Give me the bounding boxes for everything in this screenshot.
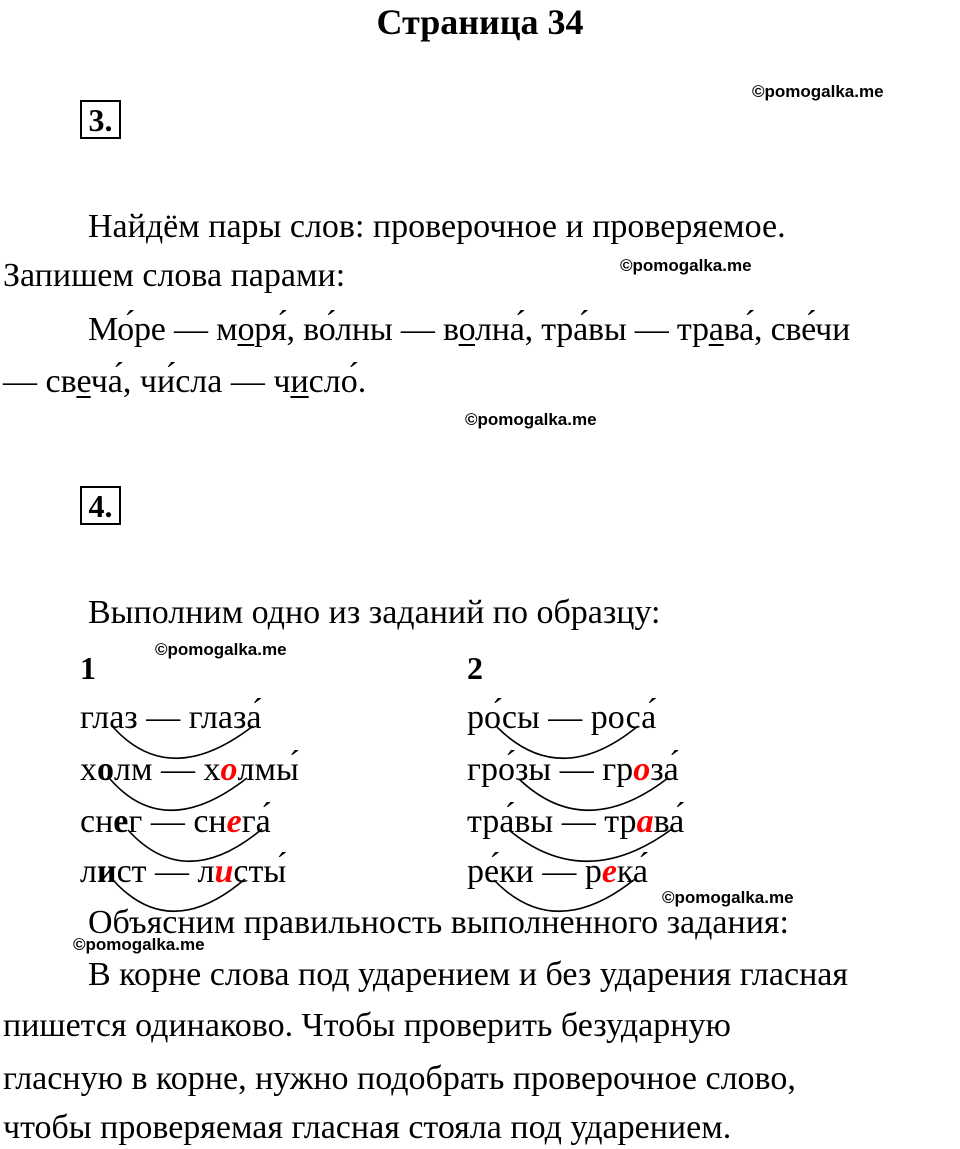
pair-row: снег — снега́: [80, 803, 271, 840]
explain-line: пишется одинаково. Чтобы проверить безударную: [3, 1007, 731, 1044]
task-number-3: 3.: [80, 100, 121, 139]
word: чи́сла: [139, 363, 223, 400]
watermark: ©pomogalka.me: [465, 410, 597, 429]
pair-row: глаз — глаза́: [80, 699, 262, 736]
word: свеча́: [45, 363, 123, 400]
task3-pairs-line2: — свеча́, чи́сла — число́.: [3, 363, 367, 400]
task-number-4: 4.: [80, 486, 121, 525]
pair-row: гро́зы — гроза́: [467, 751, 679, 788]
word: число́.: [273, 363, 367, 400]
pair-row: холм — холмы́: [80, 751, 299, 788]
word: моря́: [216, 311, 287, 348]
column-2-label: 2: [467, 650, 483, 686]
pair-row: ре́ки — река́: [467, 853, 649, 890]
watermark: ©pomogalka.me: [752, 82, 884, 101]
pair-row: ро́сы — роса́: [467, 699, 657, 736]
word: волна́: [442, 311, 525, 348]
explain-line: гласную в корне, нужно подобрать проверочное слово,: [3, 1060, 796, 1097]
dash: —: [634, 311, 669, 348]
dash: —: [400, 311, 435, 348]
pair-row: тра́вы — трава́: [467, 803, 685, 840]
dash: —: [174, 311, 208, 348]
watermark: ©pomogalka.me: [662, 888, 794, 907]
word: тра́вы: [541, 311, 627, 348]
pair-row: лист — листы́: [80, 853, 287, 890]
task3-intro-line2: Запишем слова парами:: [3, 257, 346, 294]
watermark: ©pomogalka.me: [73, 935, 205, 954]
explain-line: чтобы проверяемая гласная стояла под ударением.: [3, 1109, 732, 1146]
word: трава́: [676, 311, 754, 348]
task3-intro-line1: Найдём пары слов: проверочное и проверяемое.: [88, 208, 786, 245]
task4-intro: Выполним одно из заданий по образцу:: [88, 594, 661, 631]
dash: —: [230, 363, 265, 400]
dash: —: [3, 363, 37, 400]
task3-pairs-line1: Мо́ре — моря́, во́лны — волна́, тра́вы — трава́, све́чи: [88, 311, 851, 348]
watermark: ©pomogalka.me: [155, 640, 287, 659]
watermark: ©pomogalka.me: [620, 256, 752, 275]
explain-line: В корне слова под ударением и без ударения гласная: [88, 956, 849, 993]
column-1-label: 1: [80, 650, 96, 686]
explain-heading: Объясним правильность выполненного задания:: [88, 904, 790, 941]
page-title: Страница 34: [376, 2, 584, 42]
word: во́лны: [303, 311, 393, 348]
word: Мо́ре: [88, 311, 166, 348]
word: све́чи: [770, 311, 851, 348]
